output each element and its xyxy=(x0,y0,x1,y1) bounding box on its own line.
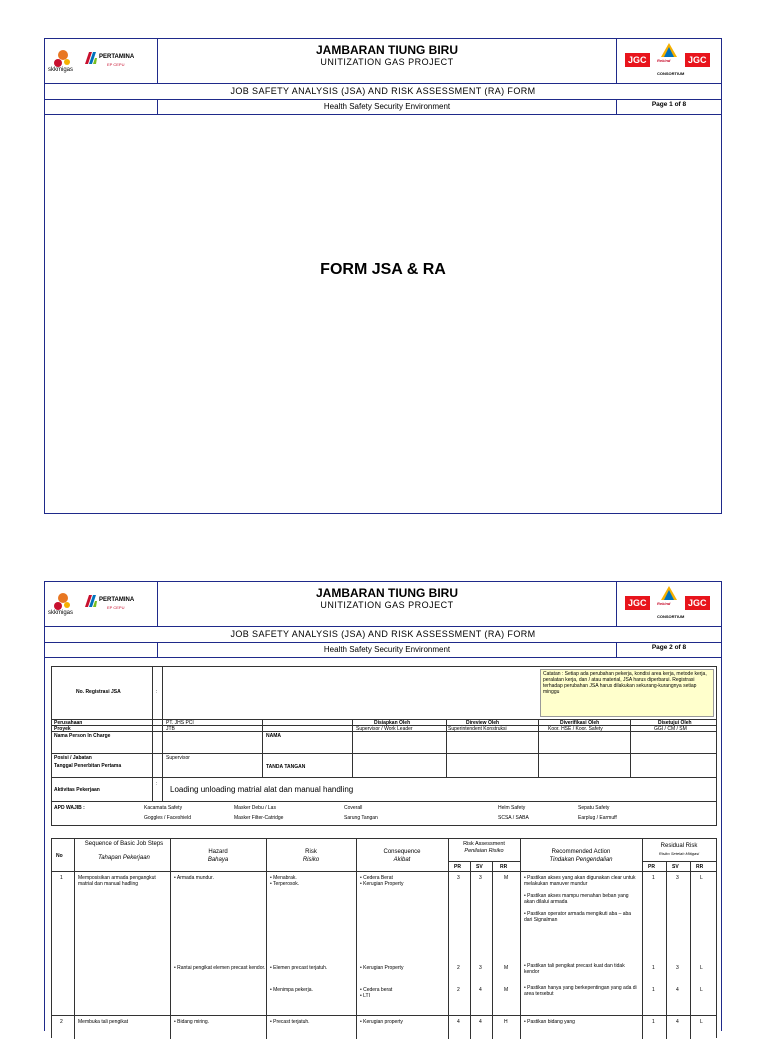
row1-action1b: • Pastikan akses mampu menahan beban yang akan dilalui armada xyxy=(524,893,629,905)
row2-step: Membuka tali pengikat xyxy=(78,1019,129,1025)
pertamina-logo-icon xyxy=(85,595,97,607)
row2-res-sv1: 4 xyxy=(676,1019,679,1025)
note-box: Catatan : Setiap ada perubahan pekerja, kondisi area kerja, metode kerja, peralatan kerja, dan / atau material, JSA harus diperbarui. Registrasi terhadap perubahan JSA harus dilakukan sekurang-kurangnya setiap minggu xyxy=(540,669,714,717)
role-2: Superintendent Konstruksi xyxy=(448,726,507,732)
apd-item-6: Sarung Tangan xyxy=(344,815,378,821)
row2-pr1: 4 xyxy=(457,1019,460,1025)
row2-res-rr1: L xyxy=(700,1019,703,1025)
row1-res-rr1: L xyxy=(700,875,703,881)
col-consequence-id: Akibat xyxy=(393,857,411,863)
aktivitas-value: Loading unloading matrial alat dan manual handling xyxy=(170,785,354,794)
col-risk: Risk xyxy=(305,849,317,855)
row1-action1c: • Pastikan operator armada mengikuti aba – aba dari Signalman xyxy=(524,911,632,923)
row2-rr1: H xyxy=(504,1019,508,1025)
row1-sv3: 4 xyxy=(479,987,482,993)
row1-action2: • Pastikan tali pengikat precast kuat dan tidak kendor xyxy=(524,963,625,975)
form-title: JOB SAFETY ANALYSIS (JSA) AND RISK ASSESSMENT (RA) FORM xyxy=(45,84,721,100)
form-title: JOB SAFETY ANALYSIS (JSA) AND RISK ASSESSMENT (RA) FORM xyxy=(45,627,721,643)
department: Health Safety Security Environment xyxy=(157,100,617,114)
cover-title: FORM JSA & RA xyxy=(320,261,446,278)
rekind-text: Rekind xyxy=(657,601,671,606)
jgc-logo-left: JGC xyxy=(625,596,650,610)
row1-pr2: 2 xyxy=(457,965,460,971)
apd-item-7: Helm Safety xyxy=(498,805,526,811)
row1-risk1b: • Terperosok. xyxy=(270,881,300,887)
rekind-logo-icon xyxy=(661,586,677,600)
row1-res-sv2: 3 xyxy=(676,965,679,971)
row1-cons3: • Cedera berat xyxy=(360,987,393,993)
posisi-label: Posisi / Jabatan xyxy=(54,755,92,761)
project-title: JAMBARAN TIUNG BIRU xyxy=(316,586,458,600)
consortium-text: CONSORTIUM xyxy=(657,614,685,619)
apd-item-8: SCSA / SABA xyxy=(498,815,529,821)
apd-item-9: Sepatu Safety xyxy=(578,805,610,811)
jsa-table xyxy=(51,838,717,1038)
row1-no: 1 xyxy=(60,875,63,881)
col-rec: Recommended Action xyxy=(551,849,611,855)
row1-cons1: • Cedera Berat xyxy=(360,875,393,881)
row1-pr1: 3 xyxy=(457,875,460,881)
col-res-sv: SV xyxy=(672,864,679,870)
perusahaan-label: Perusahaan xyxy=(54,720,83,726)
department-bar xyxy=(45,643,721,658)
department: Health Safety Security Environment xyxy=(157,643,617,657)
col-res-rr: RR xyxy=(696,864,704,870)
apd-row xyxy=(51,802,717,826)
row1-res-rr2: L xyxy=(700,965,703,971)
row2-hazard1: • Bidang miring. xyxy=(174,1019,210,1025)
jgc-logo-right: JGC xyxy=(685,596,710,610)
row1-res-pr2: 1 xyxy=(652,965,655,971)
pic-label: Nama Person In Charge xyxy=(54,733,111,739)
page-number: Page 1 of 8 xyxy=(651,101,687,108)
page-number: Page 2 of 8 xyxy=(651,644,687,651)
row1-risk2: • Elemen precast terjatuh. xyxy=(270,965,328,971)
col-res-id: Risiko Setelah Mitigasi xyxy=(658,851,700,856)
role-3: Koor. HSE / Koor. Safety xyxy=(548,726,603,732)
posisi-value: Supervisor xyxy=(166,755,190,761)
pertamina-sub: EP CEPU xyxy=(107,605,125,610)
row2-cons1: • Kerugian property xyxy=(360,1019,403,1025)
direview-label: Direview Oleh xyxy=(466,720,500,726)
cover-page xyxy=(44,38,722,514)
row2-action1: • Pastikan bidang yang xyxy=(524,1019,575,1025)
skkmigas-text: skkmigas xyxy=(48,67,74,73)
perusahaan-value: PT. JHS PCI xyxy=(166,720,194,726)
jgc-logo-left: JGC xyxy=(625,53,650,67)
project-subtitle: UNITIZATION GAS PROJECT xyxy=(320,57,454,67)
nama-label: NAMA xyxy=(266,733,281,739)
apd-label: APD WAJIB : xyxy=(54,805,85,811)
pertamina-text: PERTAMINA xyxy=(99,597,135,603)
rekind-logo-icon xyxy=(661,43,677,57)
disiapkan-label: Disiapkan Oleh xyxy=(374,720,411,726)
aktivitas-label: Aktivitas Pekerjaan xyxy=(54,787,100,793)
col-res: Residual Risk xyxy=(660,843,698,849)
reg-label: No. Registrasi JSA xyxy=(76,689,121,695)
col-ra-id: Penilaian Risiko xyxy=(464,848,504,854)
pertamina-logo-icon xyxy=(85,52,97,64)
project-title-block xyxy=(158,39,616,83)
apd-item-10: Earplug / Earmuff xyxy=(578,815,617,821)
rekind-text: Rekind xyxy=(657,58,671,63)
col-hazard: Hazard xyxy=(208,849,228,855)
contractor-logos xyxy=(616,39,721,83)
col-ra: Risk Assessment xyxy=(463,841,505,847)
project-subtitle: UNITIZATION GAS PROJECT xyxy=(320,600,454,610)
apd-item-4: Masker Filter-Catridge xyxy=(234,815,284,821)
apd-item-5: Coverall xyxy=(344,805,363,811)
col-consequence: Consequence xyxy=(383,849,421,855)
row2-no: 2 xyxy=(60,1019,63,1025)
row1-sv2: 3 xyxy=(479,965,482,971)
ttd-label: TANDA TANGAN xyxy=(266,764,306,770)
row1-rr1: M xyxy=(504,875,509,881)
row1-pr3: 2 xyxy=(457,987,460,993)
reg-colon: : xyxy=(156,689,158,695)
pertamina-text: PERTAMINA xyxy=(99,54,135,60)
jsa-form-page xyxy=(44,581,722,1031)
client-logos xyxy=(45,582,158,626)
aktivitas-colon: : xyxy=(156,781,158,787)
jgc-logo-right: JGC xyxy=(685,53,710,67)
skkmigas-text: skkmigas xyxy=(48,610,74,616)
row1-res-pr1: 1 xyxy=(652,875,655,881)
row2-sv1: 4 xyxy=(479,1019,482,1025)
row1-res-sv1: 3 xyxy=(676,875,679,881)
project-title: JAMBARAN TIUNG BIRU xyxy=(316,43,458,57)
row1-res-pr3: 1 xyxy=(652,987,655,993)
apd-item-2: Goggles / Faceshield xyxy=(144,815,191,821)
row1-sv1: 3 xyxy=(479,875,482,881)
row2-res-pr1: 1 xyxy=(652,1019,655,1025)
row1-cons2: • Kerugian Property xyxy=(360,965,404,971)
row1-hazard1: • Armada mundur. xyxy=(174,875,214,881)
pertamina-sub: EP CEPU xyxy=(107,62,125,67)
apd-item-1: Kacamata Safety xyxy=(144,805,183,811)
row1-cons1b: • Kerugian Property xyxy=(360,881,404,887)
row1-risk3: • Menimpa pekerja. xyxy=(270,987,313,993)
row1-rr2: M xyxy=(504,965,509,971)
col-hazard-id: Bahaya xyxy=(207,857,229,863)
client-logos xyxy=(45,39,158,83)
proyek-label: Proyek xyxy=(54,726,71,732)
page-header xyxy=(45,39,721,84)
row1-risk1: • Menabrak. xyxy=(270,875,297,881)
row1-res-sv3: 4 xyxy=(676,987,679,993)
consortium-text: CONSORTIUM xyxy=(657,71,685,76)
tanggal-label: Tanggal Penerbitan Pertama xyxy=(54,763,122,769)
col-pr: PR xyxy=(454,864,461,870)
col-risk-id: Risiko xyxy=(302,857,320,863)
page-header xyxy=(45,582,721,627)
role-1: Supervisor / Work Leader xyxy=(356,726,413,732)
role-4: GGI / CM / SM xyxy=(654,726,687,732)
apd-item-3: Masker Debu / Las xyxy=(234,805,276,811)
department-bar xyxy=(45,100,721,115)
row1-hazard2: • Rantai pengikat elemen precast kendor. xyxy=(174,965,266,971)
row1-rr3: M xyxy=(504,987,509,993)
diverifikasi-label: Diverifikasi Oleh xyxy=(560,720,600,726)
contractor-logos xyxy=(616,582,721,626)
col-seq-id: Tahapan Pekerjaan xyxy=(98,855,150,861)
row1-res-rr3: L xyxy=(700,987,703,993)
row2-risk1: • Precast terjatuh. xyxy=(270,1019,310,1025)
info-block xyxy=(51,666,717,802)
row1-action1: • Pastikan akses yang akan digunakan clear untuk melakukan manuver mundur xyxy=(524,875,636,887)
col-sv: SV xyxy=(476,864,483,870)
col-rr: RR xyxy=(500,864,508,870)
row1-action3: • Pastikan hanya yang berkepentingan yang ada di area tersebut xyxy=(524,985,637,997)
project-title-block xyxy=(158,582,616,626)
col-res-pr: PR xyxy=(648,864,655,870)
col-rec-id: Tindakan Pengendalian xyxy=(549,857,613,863)
col-no: No xyxy=(56,853,63,859)
proyek-value: JTB xyxy=(166,726,175,732)
row1-cons3b: • LTI xyxy=(360,993,370,999)
col-seq: Sequence of Basic Job Steps xyxy=(84,841,164,847)
disetujui-label: Disetujui Oleh xyxy=(658,720,692,726)
row1-step: Memposisikan armada pengangkut matrial dan manual hadling xyxy=(78,875,156,887)
